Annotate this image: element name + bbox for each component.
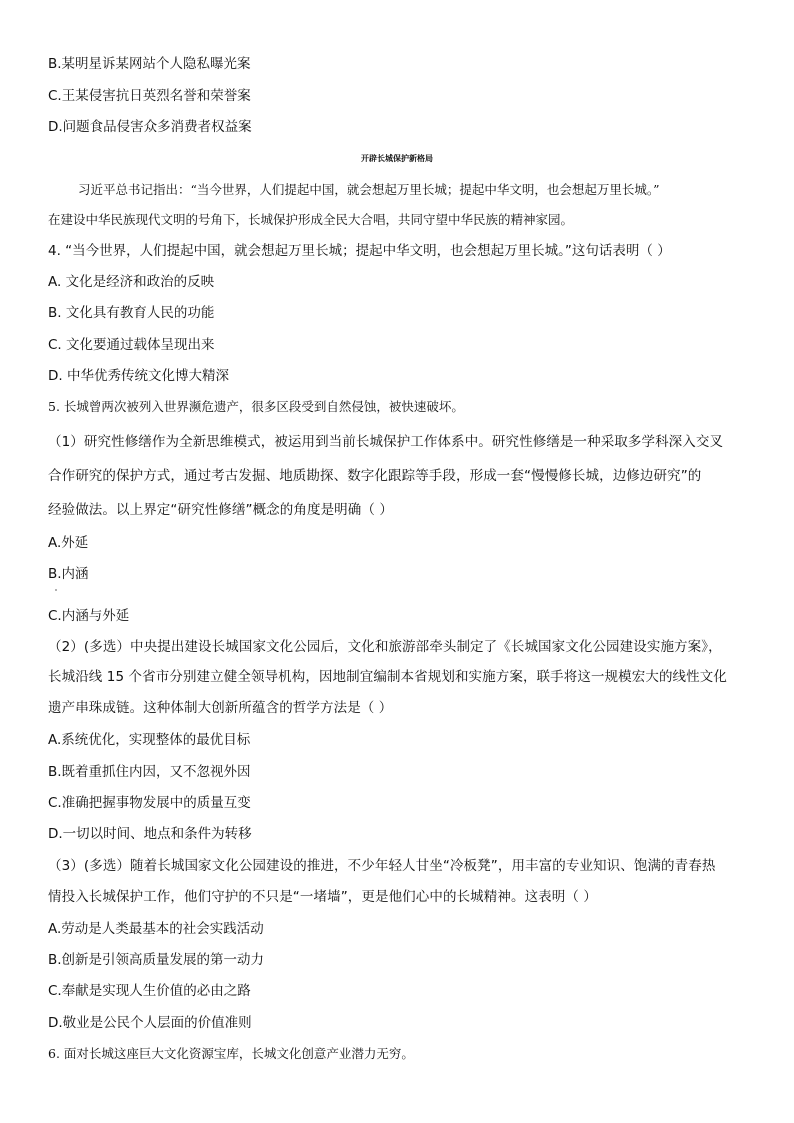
section-intro-line1: 习近平总书记指出：“当今世界，人们提起中国，就会想起万里长城；提起中华文明，也会想起万里长城。” [78, 182, 660, 197]
q5-sub1-option-c: C.内涵与外延 [48, 608, 130, 624]
q4-option-a: A. 文化是经济和政治的反映 [48, 274, 215, 290]
q5-sub2-option-b: B.既着重抓住内因，又不忽视外因 [48, 764, 251, 780]
section-title: 开辟长城保护新格局 [361, 154, 433, 163]
q5-sub1-option-a: A.外延 [48, 535, 89, 551]
q5-sub1-line1: （1）研究性修缮作为全新思维模式，被运用到当前长城保护工作体系中。研究性修缮是一种采取多学科深入交叉 [48, 434, 724, 450]
q5-sub3-option-c: C.奉献是实现人生价值的必由之路 [48, 983, 251, 999]
q5-sub1-line3: 经验做法。以上界定“研究性修缮”概念的角度是明确（ ） [48, 502, 393, 518]
q5-stem: 5. 长城曾两次被列入世界濒危遗产，很多区段受到自然侵蚀，被快速破坏。 [48, 399, 464, 414]
q5-sub2-line2: 长城沿线 15 个省市分别建立健全领导机构，因地制宜编制本省规划和实施方案，联手将这一规模宏大的线性文化 [48, 669, 727, 685]
q4-option-c: C. 文化要通过载体呈现出来 [48, 337, 215, 353]
q5-sub2-line1: （2）(多选）中央提出建设长城国家文化公园后，文化和旅游部牵头制定了《长城国家文化公园建设实施方案》， [48, 639, 722, 655]
section-intro-line2: 在建设中华民族现代文明的号角下，长城保护形成全民大合唱，共同守望中华民族的精神家园。 [48, 212, 574, 227]
option-b-previous-question: B.某明星诉某网站个人隐私曝光案 [48, 56, 251, 72]
q5-sub2-line3: 遗产串珠成链。这种体制大创新所蕴含的哲学方法是（ ） [48, 700, 393, 716]
q5-sub1-line2: 合作研究的保护方式，通过考古发掘、地质勘探、数字化跟踪等手段，形成一套“慢慢修长城，边修边研究”的 [48, 468, 702, 484]
q5-sub3-option-b: B.创新是引领高质量发展的第一动力 [48, 952, 265, 968]
q5-sub1-option-b: B.内涵 [48, 566, 89, 582]
q5-sub2-option-c: C.准确把握事物发展中的质量互变 [48, 795, 251, 811]
stray-mark [55, 589, 57, 591]
option-d-previous-question: D.问题食品侵害众多消费者权益案 [48, 119, 252, 135]
q4-stem: 4. “当今世界，人们提起中国，就会想起万里长城；提起中华文明，也会想起万里长城。”这句话表明（ ） [48, 243, 671, 259]
q5-sub3-line2: 情投入长城保护工作，他们守护的不只是“一堵墙”，更是他们心中的长城精神。这表明（ ） [48, 889, 597, 905]
q5-sub2-option-a: A.系统优化，实现整体的最优目标 [48, 732, 251, 748]
q6-stem: 6. 面对长城这座巨大文化资源宝库，长城文化创意产业潜力无穷。 [48, 1046, 414, 1061]
q5-sub2-option-d: D.一切以时间、地点和条件为转移 [48, 826, 252, 842]
q5-sub3-option-a: A.劳动是人类最基本的社会实践活动 [48, 921, 264, 937]
q5-sub3-line1: （3）(多选）随着长城国家文化公园建设的推进，不少年轻人甘坐“冷板凳”，用丰富的专业知识、饱满的青春热 [48, 858, 716, 874]
q4-option-b: B. 文化具有教育人民的功能 [48, 305, 215, 321]
q5-sub3-option-d: D.敬业是公民个人层面的价值准则 [48, 1015, 252, 1031]
q4-option-d: D. 中华优秀传统文化博大精深 [48, 368, 229, 384]
option-c-previous-question: C.王某侵害抗日英烈名誉和荣誉案 [48, 88, 251, 104]
